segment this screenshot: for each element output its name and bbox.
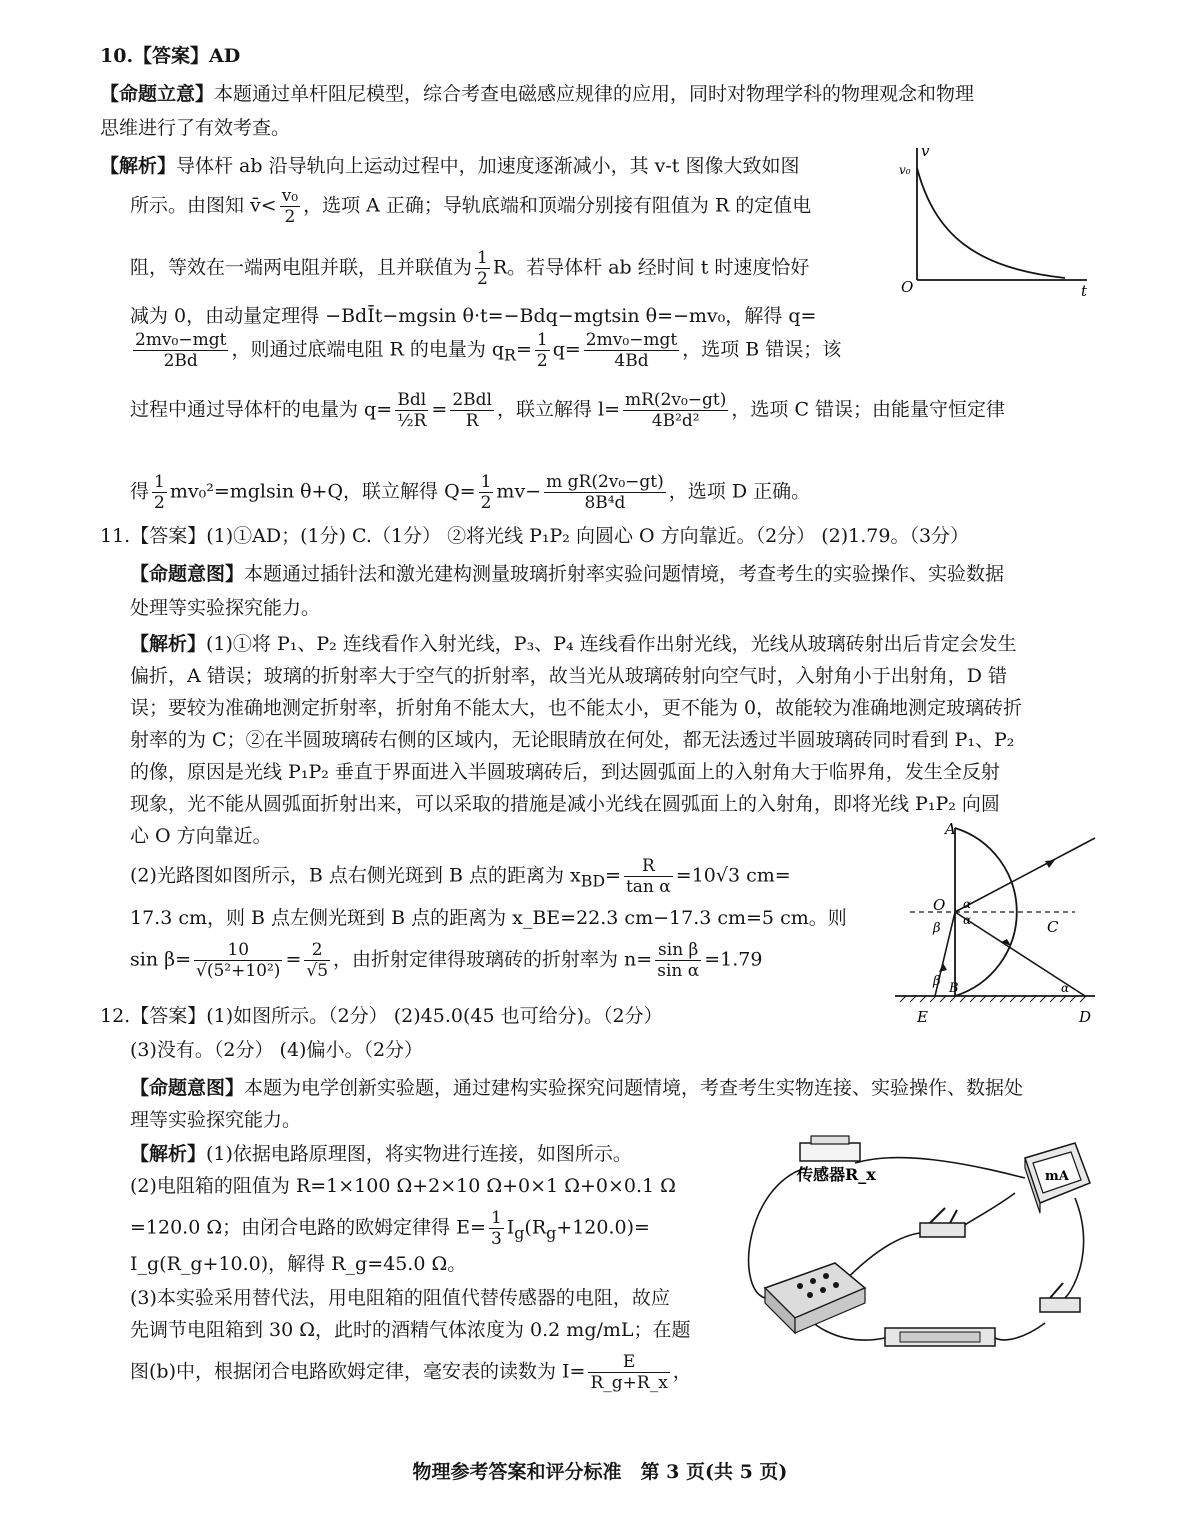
q12-analysis-line-3: =120.0 Ω；由闭合电路的欧姆定律得 E= $\frac{1}{3}$ $I_g(R_g+120.0)=$ <box>130 1208 650 1249</box>
q12-analysis-line-5: (3)本实验采用替代法，用电阻箱的阻值代替传感器的电阻，故应 <box>130 1287 670 1309</box>
frac-sin-beta: $\frac{10}{\text{√(5²+10²)}}$ <box>196 940 281 981</box>
q10-intent-line-2: 思维进行了有效考查。 <box>100 117 291 139</box>
frac-2-root5: $\frac{2}{√5}$ <box>306 940 329 981</box>
frac-v0-over-2: $\frac{\text{v₀}}{2}$ <box>281 186 299 227</box>
diagram-alpha-3: α <box>1061 981 1070 995</box>
resistance-box <box>765 1263 865 1333</box>
q11-intent-line-1: 【命题意图】本题通过插针法和激光建构测量玻璃折射率实验问题情境，考查考生的实验操作、实验数据 <box>130 563 1005 585</box>
q11-analysis-line-1: 【解析】(1)①将 P₁、P₂ 连线看作入射光线，P₃、P₄ 连线看作出射光线，光线从玻璃砖射出后肯定会发生 <box>130 633 1017 655</box>
page-footer: 物理参考答案和评分标准 第 3 页(共 5 页) <box>412 1461 788 1483</box>
q12-intent-line-2: 理等实验探究能力。 <box>130 1109 302 1131</box>
diagram-label-a: A <box>945 820 956 838</box>
battery-holder <box>885 1328 995 1346</box>
graph-origin-label: O <box>901 278 914 296</box>
q10-analysis-line-7: 得 $\frac{1}{2}$ mv₀²=mglsin θ+Q，联立解得 Q= $\frac{1}{2}$ mv− $\frac{\text{m gR(2v₀−gt)}}{\text{8B⁴d}}$ ，选项 D 正确。 <box>130 472 811 513</box>
q11-part2-line-3: sin β= $\frac{10}{\text{√(5²+10²)}}$ = $\frac{2}{√5}$ ，由折射定律得玻璃砖的折射率为 n= $\frac{\text{sin β}}{\text{sin α}}$ =1.79 <box>130 940 763 981</box>
q11-analysis-line-3: 误；要较为准确地测定折射率，折射角不能太大，也不能太小，更不能为 0，故能较为准确地测定玻璃砖折 <box>130 697 1023 719</box>
q12-answer-1: 12.【答案】(1)如图所示。（2分） (2)45.0(45 也可给分)。（2分） <box>100 1005 663 1027</box>
frac-half-q: $\frac{1}{2}$ <box>536 330 548 371</box>
frac-r-tan: $\frac{R}{\text{tan α}}$ <box>625 856 671 897</box>
frac-qr: $\frac{\text{2mv₀−mgt}}{4Bd}$ <box>585 330 678 371</box>
vt-graph <box>895 140 1095 305</box>
diagram-label-o: O <box>933 896 946 914</box>
diagram-label-d: D <box>1079 1008 1092 1026</box>
q10-analysis-line-1: 【解析】导体杆 ab 沿导轨向上运动过程中，加速度逐渐减小，其 v-t 图像大致如图 <box>100 155 800 177</box>
milliammeter <box>1025 1143 1090 1213</box>
q10-analysis-line-2: 所示。由图知 v̄< $\frac{\text{v₀}}{2}$ ，选项 A 正确；导轨底端和顶端分别接有阻值为 R 的定值电 <box>130 186 812 227</box>
frac-bdl: $\frac{\text{Bdl}}{\text{½R}}$ <box>397 390 427 431</box>
frac-half-mv: $\frac{1}{2}$ <box>480 472 492 513</box>
frac-half-energy: $\frac{1}{2}$ <box>154 472 165 513</box>
frac-one-third: $\frac{1}{3}$ <box>490 1208 502 1249</box>
q12-analysis-line-6: 先调节电阻箱到 30 Ω，此时的酒精气体浓度为 0.2 mg/mL；在题 <box>130 1319 691 1341</box>
q10-analysis-line-5: $\frac{\text{2mv₀−mgt}}{2Bd}$ ，则通过底端电阻 R 的电量为 $q_R=$ $\frac{1}{2}$ q= $\frac{\text{2mv₀−mgt}}{4Bd}$ ，选项 B 错误；该 <box>135 330 842 371</box>
frac-l: $\frac{\text{mR(2v₀−gt)}}{\text{4B²d²}}$ <box>625 390 727 431</box>
q12-analysis-line-7: 图(b)中，根据闭合电路欧姆定律，毫安表的读数为 I= $\frac{E}{R\_g+R\_x}$ ， <box>130 1352 692 1393</box>
q11-analysis-line-4: 射率的为 C；②在半圆玻璃砖右侧的区域内，无论眼睛放在何处，都无法透过半圆玻璃砖同时看到 P₁、P₂ <box>130 729 1015 751</box>
q11-analysis-line-5: 的像，原因是光线 P₁P₂ 垂直于界面进入半圆玻璃砖后，到达圆弧面上的入射角大于临界角，发生全反射 <box>130 761 1000 783</box>
diagram-label-b: B <box>949 981 959 996</box>
graph-v-label: v <box>921 142 930 160</box>
meter-label: mA <box>1045 1169 1069 1184</box>
diagram-alpha-1: α <box>963 897 972 911</box>
q11-part2-line-1: (2)光路图如图所示，B 点右侧光斑到 B 点的距离为 $x_{BD}=$ $\frac{R}{\text{tan α}}$ =10√3 cm= <box>130 856 791 897</box>
circuit-diagram <box>745 1128 1105 1378</box>
switch-top <box>920 1208 965 1237</box>
q12-analysis-line-1: 【解析】(1)依据电路原理图，将实物进行连接，如图所示。 <box>130 1143 632 1165</box>
diagram-label-e: E <box>917 1008 928 1026</box>
frac-2bdl: $\frac{\text{2Bdl}}{R}$ <box>452 390 492 431</box>
q12-analysis-line-4: I_g(R_g+10.0)，解得 R_g=45.0 Ω。 <box>130 1253 467 1275</box>
q10-analysis-line-6: 过程中通过导体杆的电量为 q= $\frac{\text{Bdl}}{\text{½R}}$ = $\frac{\text{2Bdl}}{R}$ ，联立解得 l= $\frac{\text{mR(2v₀−gt)}}{\text{4B²d²}}$ ，选项 C 错误；由能量守恒定律 <box>130 390 1006 431</box>
q12-answer-2: (3)没有。（2分） (4)偏小。（2分） <box>130 1039 424 1061</box>
q11-answer: 11.【答案】(1)①AD；(1分) C.（1分） ②将光线 P₁P₂ 向圆心 O 方向靠近。（2分） (2)1.79。（3分） <box>100 525 970 547</box>
q12-intent-line-1: 【命题意图】本题为电学创新实验题，通过建构实验探究问题情境，考查考生实物连接、实验操作、数据处 <box>130 1077 1024 1099</box>
frac-Q: $\frac{\text{m gR(2v₀−gt)}}{\text{8B⁴d}}$ <box>546 472 664 513</box>
q10-analysis-line-4: 减为 0，由动量定理得 −BdĪt−mgsin θ·t=−Bdq−mgtsin θ=−mv₀，解得 q= <box>130 305 817 327</box>
frac-n: $\frac{\text{sin β}}{\text{sin α}}$ <box>657 940 700 981</box>
q11-analysis-line-2: 偏折，A 错误；玻璃的折射率大于空气的折射率，故当光从玻璃砖射向空气时，入射角小于出射角，D 错 <box>130 665 1008 687</box>
q10-answer: 10.【答案】AD <box>100 45 241 67</box>
diagram-label-c: C <box>1047 918 1059 936</box>
q11-intent-line-2: 处理等实验探究能力。 <box>130 597 321 619</box>
diagram-alpha-2: α <box>963 913 972 927</box>
q10-intent-line-1: 【命题立意】本题通过单杆阻尼模型，综合考查电磁感应规律的应用，同时对物理学科的物理观念和物理 <box>100 83 975 105</box>
diagram-beta-1: β <box>933 921 941 936</box>
optics-diagram <box>895 820 1100 1030</box>
frac-q: $\frac{\text{2mv₀−mgt}}{2Bd}$ <box>135 330 227 371</box>
diagram-beta-2: β <box>933 974 941 989</box>
frac-current: $\frac{E}{R\_g+R\_x}$ <box>590 1352 668 1393</box>
q12-analysis-line-2: (2)电阻箱的阻值为 R=1×100 Ω+2×10 Ω+0×1 Ω+0×0.1 Ω <box>130 1175 676 1197</box>
q11-part2-line-2: 17.3 cm，则 B 点左侧光斑到 B 点的距离为 x_BE=22.3 cm−17.3 cm=5 cm。则 <box>130 907 847 929</box>
q10-analysis-line-3: 阻，等效在一端两电阻并联，且并联值为 $\frac{1}{2}$ R。若导体杆 ab 经时间 t 时速度恰好 <box>130 248 810 289</box>
q11-analysis-line-7: 心 O 方向靠近。 <box>130 825 272 847</box>
switch-right <box>1040 1283 1080 1312</box>
frac-one-half: $\frac{1}{2}$ <box>477 248 488 289</box>
graph-v0-label: v₀ <box>899 163 911 177</box>
q11-analysis-line-6: 现象，光不能从圆弧面折射出来，可以采取的措施是减小光线在圆弧面上的入射角，即将光线 P₁P₂ 向圆 <box>130 793 1000 815</box>
sensor-label: 传感器R_x <box>797 1165 876 1184</box>
graph-t-label: t <box>1081 282 1088 300</box>
